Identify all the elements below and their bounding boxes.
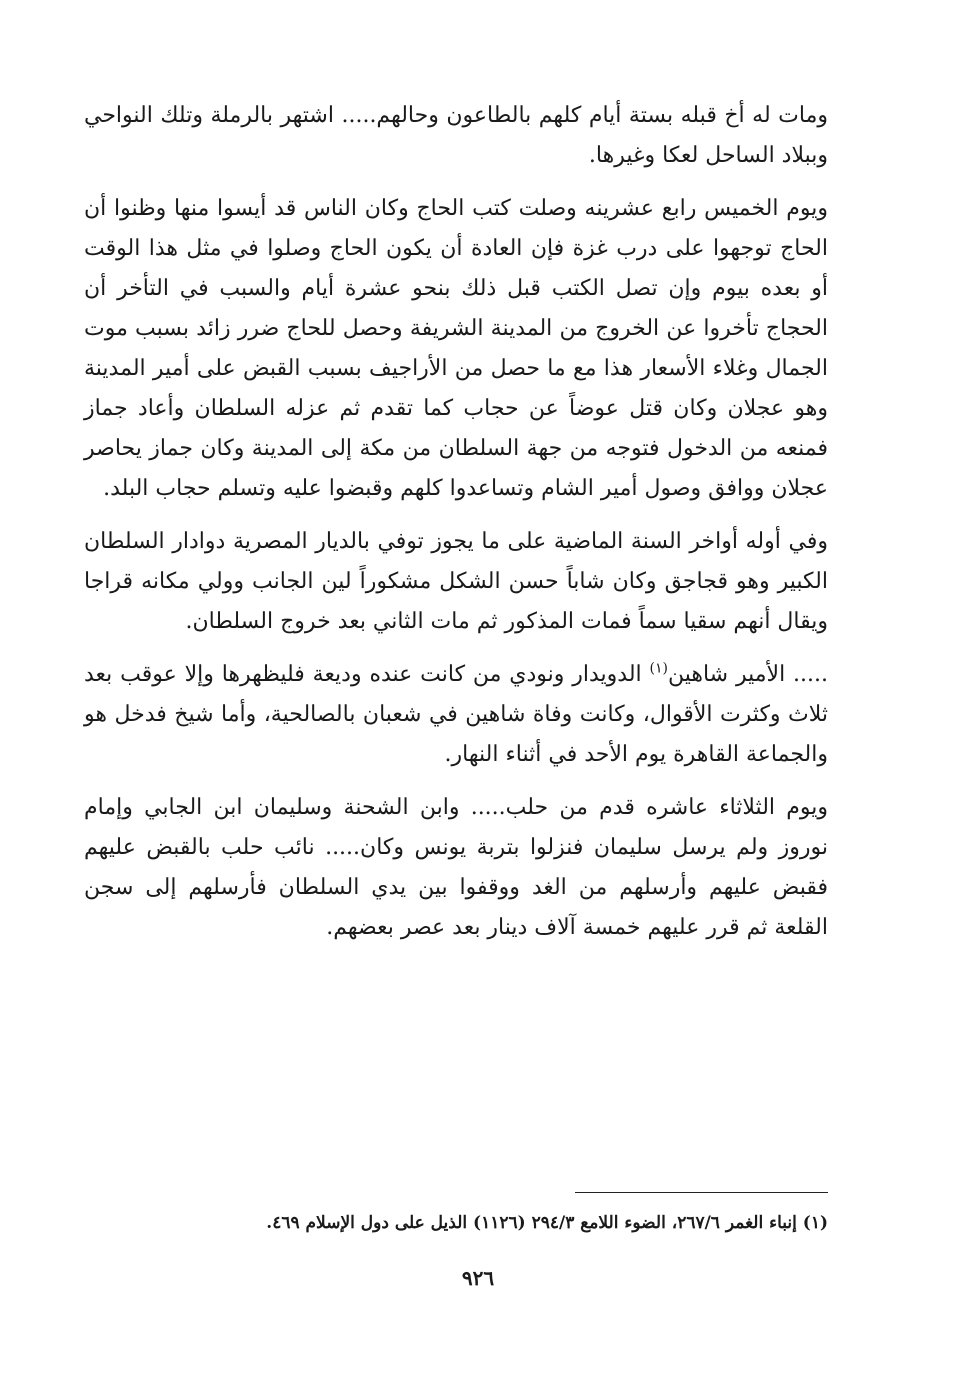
- shahin-text-after: الدويدار ونودي من كانت عنده وديعة فليظهرها وإلا عوقب بعد ثلاث وكثرت الأقوال، وكانت وفاة شاهين في شعبان بالصالحية، وأما شيخ فدخل هو والجماعة القاهرة يوم الأحد في أثناء النهار.: [84, 662, 828, 767]
- shahin-text-before: ..... الأمير شاهين: [667, 662, 828, 687]
- paragraph-pilgrims: ويوم الخميس رابع عشرينه وصلت كتب الحاج وكان الناس قد أيسوا منها وظنوا أن الحاج توجهوا على درب غزة فإن العادة أن يكون الحاج وصلوا في مثل هذا الوقت أو بعده بيوم وإن تصل الكتب قبل ذلك بنحو عشرة أيام والسبب في التأخر أن الحجاج تأخروا عن الخروج من المدينة الشريفة وحصل للحاج ضرر زائد بسبب موت الجمال وغلاء الأسعار هذا مع ما حصل من الأراجيف بسبب القبض على أمير المدينة وهو عجلان وكان قتل عوضاً عن حجاب كما تقدم ثم عزله السلطان وأعاد جماز فمنعه من الدخول فتوجه من جهة السلطان من مكة إلى المدينة وكان جماز يحاصر عجلان ووافق وصول أمير الشام وتساعدوا كلهم وقبضوا عليه وتسلم حجاب البلد.: [84, 196, 828, 501]
- footnote: (١) إنباء الغمر ٢٦٧/٦، الضوء اللامع ٢٩٤/٣ (١١٢٦) الذيل على دول الإسلام ٤٦٩.: [266, 1213, 828, 1233]
- paragraph-aleppo: ويوم الثلاثاء عاشره قدم من حلب..... وابن الشحنة وسليمان ابن الجابي وإمام نوروز ولم يرسل سليمان فنزلوا بتربة يونس وكان..... نائب حلب بالقبض عليهم فقبض عليهم وأرسلهم من الغد ووقفوا بين يدي السلطان فأرسلهم إلى سجن القلعة ثم قرر عليهم خمسة آلاف دينار بعد عصر بعضهم.: [84, 795, 828, 940]
- footnote-separator: [575, 1192, 828, 1193]
- paragraph-plague: ومات له أخ قبله بستة أيام كلهم بالطاعون وحالهم..... اشتهر بالرملة وتلك النواحي وببلاد الساحل لعكا وغيرها.: [84, 103, 828, 168]
- main-text: [84, 96, 828, 961]
- paragraph-shahin: [84, 655, 828, 775]
- page-number: ٩٢٦: [461, 1266, 495, 1290]
- footnote-reference: (١): [649, 660, 668, 677]
- paragraph-dawadar: وفي أوله أواخر السنة الماضية على ما يجوز توفي بالديار المصرية دوادار السلطان الكبير وهو قجاجق وكان شاباً حسن الشكل مشكوراً لين الجانب وولي مكانه قراجا ويقال أنهم سقيا سماً فمات المذكور ثم مات الثاني بعد خروج السلطان.: [84, 529, 828, 634]
